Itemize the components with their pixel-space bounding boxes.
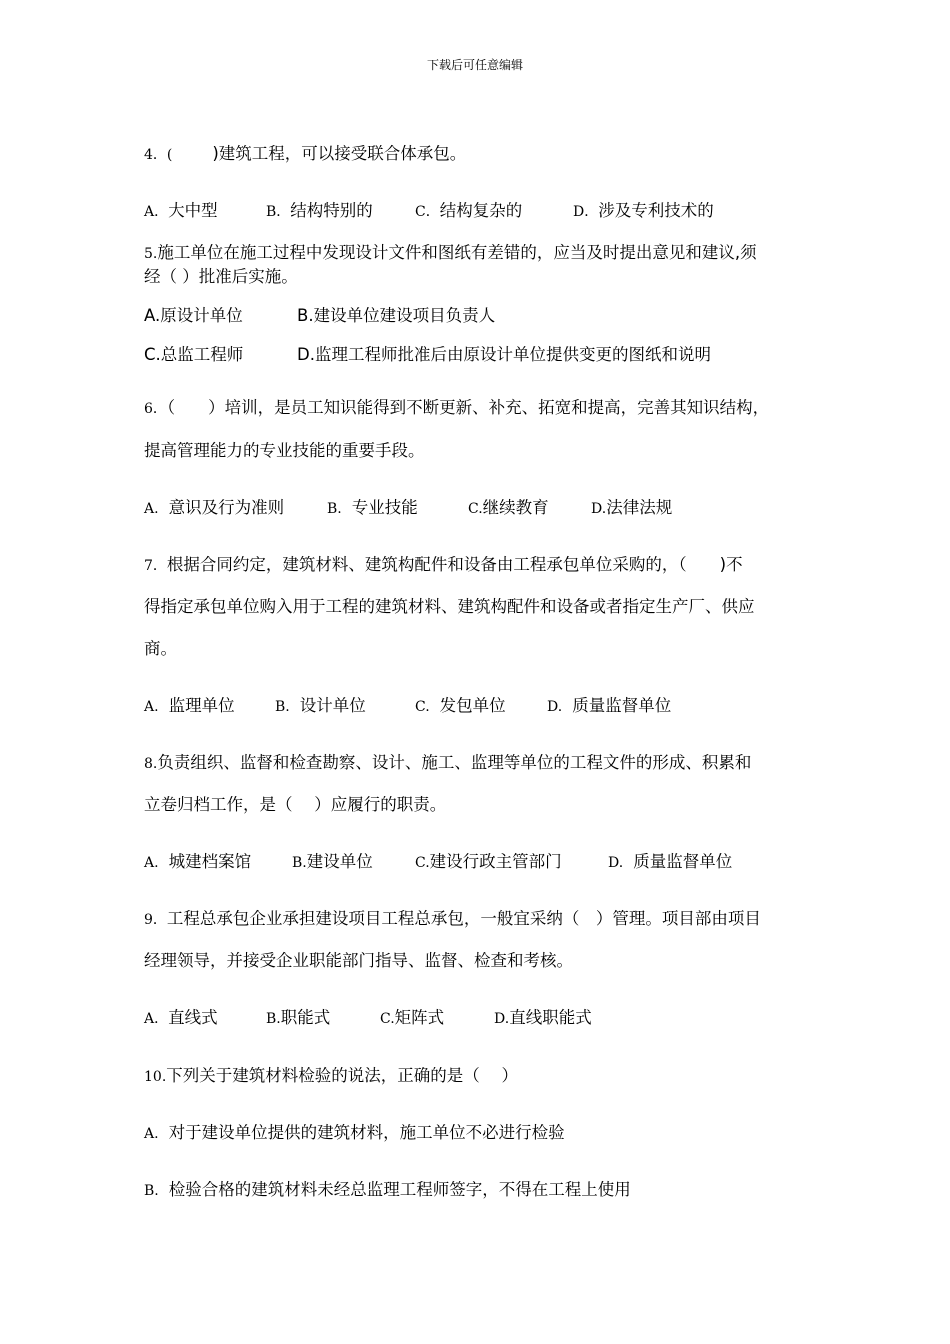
q6-option-b: B. 专业技能: [327, 498, 418, 517]
q4-option-a: A．大中型: [144, 201, 218, 220]
q10-option-b: B. 检验合格的建筑材料未经总监理工程师签字，不得在工程上使用: [144, 1180, 631, 1199]
page-header: 下载后可任意编辑: [426, 58, 523, 72]
q9-option-d: D.直线职能式: [494, 1008, 592, 1027]
q7-option-a: A. 监理单位: [144, 696, 235, 715]
q5-option-b: B.建设单位建设项目负责人: [297, 306, 496, 325]
q9-stem-line2: 经理领导，并接受企业职能部门指导、监督、检查和考核。: [144, 951, 573, 970]
q6-option-d: D.法律法规: [591, 498, 673, 517]
q9-option-c: C.矩阵式: [380, 1008, 445, 1027]
q6-option-a: A. 意识及行为准则: [144, 498, 285, 517]
q9-option-a: A．直线式: [144, 1008, 218, 1027]
q8-option-c: C.建设行政主管部门: [415, 852, 562, 871]
q7-stem-line2: 得指定承包单位购入用于工程的建筑材料、建筑构配件和设备或者指定生产厂、供应: [144, 597, 755, 616]
q7-option-d: D. 质量监督单位: [547, 696, 672, 715]
q9-option-b: B.职能式: [266, 1008, 331, 1027]
q6-stem-line1: 6．（ ）培训，是员工知识能得到不断更新、补充、拓宽和提高，完善其知识结构，: [144, 398, 770, 417]
q8-stem-line1: 8.负责组织、监督和检查勘察、设计、施工、监理等单位的工程文件的形成、积累和: [144, 753, 752, 772]
q7-stem-line1: 7．根据合同约定，建筑材料、建筑构配件和设备由工程承包单位采购的，（ )不: [144, 555, 743, 574]
q5-option-d: D.监理工程师批准后由原设计单位提供变更的图纸和说明: [297, 345, 711, 364]
q4-option-d: D．涉及专利技术的: [573, 201, 714, 220]
q6-stem-line2: 提高管理能力的专业技能的重要手段。: [144, 441, 425, 460]
q7-stem-line3: 商。: [144, 639, 177, 658]
q7-option-c: C. 发包单位: [415, 696, 506, 715]
q5-number: 5.: [144, 246, 158, 262]
q10-option-a: A. 对于建设单位提供的建筑材料，施工单位不必进行检验: [144, 1123, 565, 1142]
q5-option-c: C.总监工程师: [144, 345, 244, 364]
q8-stem-line2: 立卷归档工作，是（ ）应履行的职责。: [144, 795, 447, 814]
q9-stem-line1: 9．工程总承包企业承担建设项目工程总承包，一般宜采纳（ ）管理。项目部由项目: [144, 909, 761, 928]
q10-number: 10.: [144, 1069, 167, 1085]
q5-stem-line1: 5.施工单位在施工过程中发现设计文件和图纸有差错的，应当及时提出意见和建议,须: [144, 243, 757, 262]
q7-option-b: B. 设计单位: [275, 696, 366, 715]
q4-stem-text: )建筑工程，可以接受联合体承包。: [212, 144, 467, 163]
q9-number: 9．: [144, 912, 167, 928]
q6-number: 6．: [144, 401, 167, 417]
q4-number: 4．(: [144, 147, 173, 163]
q4-option-b: B．结构特别的: [266, 201, 373, 220]
q8-option-a: A. 城建档案馆: [144, 852, 252, 871]
q8-option-d: D. 质量监督单位: [608, 852, 733, 871]
q5-option-a: A.原设计单位: [144, 306, 243, 325]
q8-option-b: B.建设单位: [292, 852, 373, 871]
q7-number: 7．: [144, 558, 167, 574]
q5-stem-line2: 经（ ）批准后实施。: [144, 267, 298, 286]
q6-option-c: C.继续教育: [468, 498, 549, 517]
q8-number: 8.: [144, 756, 158, 772]
q4-stem: [144, 143, 466, 166]
q4-option-c: C．结构复杂的: [415, 201, 523, 220]
q10-stem: 10.下列关于建筑材料检验的说法，正确的是（ ）: [144, 1066, 519, 1085]
